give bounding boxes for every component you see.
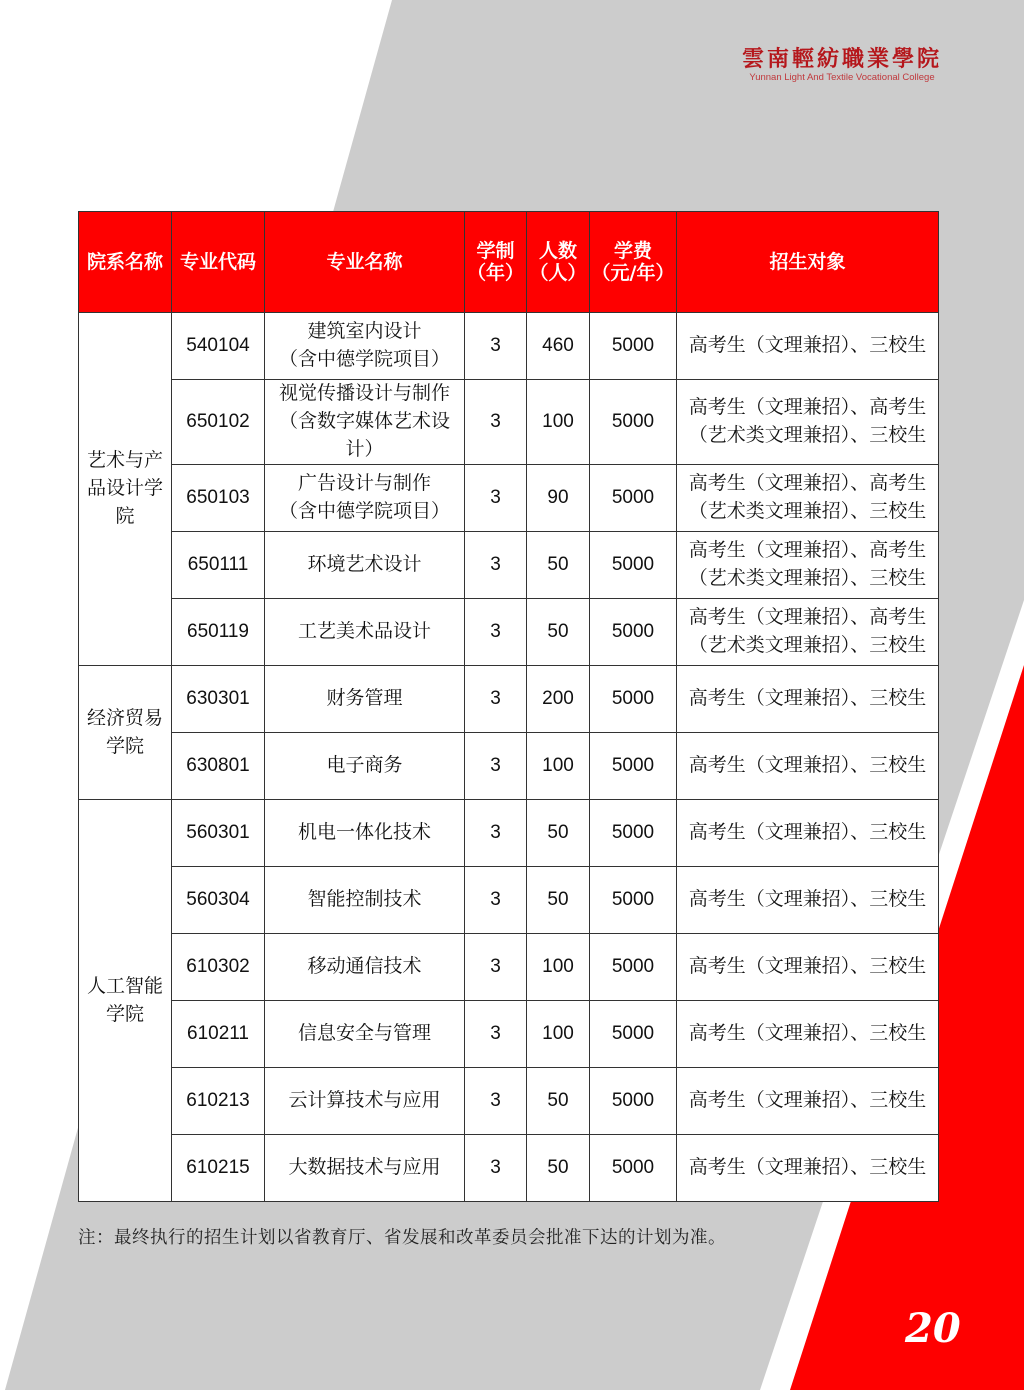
header-dept: 院系名称	[79, 212, 172, 313]
code-cell: 610215	[172, 1135, 265, 1202]
years-cell: 3	[465, 1068, 527, 1135]
major-cell: 大数据技术与应用	[265, 1135, 465, 1202]
fee-cell: 5000	[590, 313, 677, 380]
years-cell: 3	[465, 800, 527, 867]
dept-name-line: 品设计学	[86, 478, 163, 499]
fee-cell: 5000	[590, 867, 677, 934]
header-major: 专业名称	[265, 212, 465, 313]
major-cell	[265, 380, 465, 465]
target-line: 高考生（文理兼招）、三校生	[688, 335, 927, 356]
major-line: 广告设计与制作	[297, 473, 431, 494]
count-cell: 50	[527, 1135, 590, 1202]
major-line: 视觉传播设计与制作	[278, 383, 450, 404]
code-cell: 560304	[172, 867, 265, 934]
header-fee-line1: 学费	[613, 240, 652, 262]
college-logo	[742, 46, 942, 84]
dept-name-line: 院	[115, 506, 135, 527]
count-cell: 100	[527, 934, 590, 1001]
dept-name-line: 艺术与产	[86, 450, 163, 471]
header-code: 专业代码	[172, 212, 265, 313]
fee-cell: 5000	[590, 800, 677, 867]
target-cell: 高考生（文理兼招）、三校生	[677, 1135, 939, 1202]
target-line: 高考生（文理兼招）、高考生	[688, 607, 927, 628]
target-cell	[677, 599, 939, 666]
table-row	[79, 666, 939, 733]
dept-cell-art-design	[79, 313, 172, 666]
count-cell: 50	[527, 599, 590, 666]
fee-cell: 5000	[590, 934, 677, 1001]
fee-cell: 5000	[590, 532, 677, 599]
target-line: （艺术类文理兼招）、三校生	[688, 635, 927, 656]
table-row	[79, 800, 939, 867]
major-cell	[265, 465, 465, 532]
years-cell: 3	[465, 380, 527, 465]
count-cell: 200	[527, 666, 590, 733]
major-cell: 云计算技术与应用	[265, 1068, 465, 1135]
enrollment-plan-table	[78, 211, 939, 1202]
fee-cell: 5000	[590, 1135, 677, 1202]
code-cell: 650102	[172, 380, 265, 465]
table-row	[79, 934, 939, 1001]
count-cell: 50	[527, 867, 590, 934]
major-cell: 财务管理	[265, 666, 465, 733]
major-line: （含中德学院项目）	[278, 349, 450, 370]
header-fee-line2: （元/年）	[591, 262, 675, 284]
dept-name-line: 学院	[105, 735, 144, 757]
years-cell: 3	[465, 934, 527, 1001]
code-cell: 610302	[172, 934, 265, 1001]
target-line: 高考生（文理兼招）、高考生	[688, 397, 927, 418]
count-cell: 50	[527, 800, 590, 867]
page-number: 20	[905, 1305, 961, 1352]
code-cell: 650119	[172, 599, 265, 666]
header-count	[527, 212, 590, 313]
dept-cell-economics-trade	[79, 666, 172, 800]
target-line: （艺术类文理兼招）、三校生	[688, 568, 927, 589]
header-target: 招生对象	[677, 212, 939, 313]
major-cell: 信息安全与管理	[265, 1001, 465, 1068]
target-cell: 高考生（文理兼招）、三校生	[677, 800, 939, 867]
major-cell: 环境艺术设计	[265, 532, 465, 599]
code-cell: 630801	[172, 733, 265, 800]
years-cell: 3	[465, 532, 527, 599]
major-cell: 工艺美术品设计	[265, 599, 465, 666]
header-count-line1: 人数	[538, 240, 577, 262]
major-cell: 智能控制技术	[265, 867, 465, 934]
target-line: （艺术类文理兼招）、三校生	[688, 501, 927, 522]
years-cell: 3	[465, 1135, 527, 1202]
table-row	[79, 867, 939, 934]
target-line: （艺术类文理兼招）、三校生	[688, 425, 927, 446]
fee-cell: 5000	[590, 1001, 677, 1068]
count-cell: 100	[527, 380, 590, 465]
code-cell: 650111	[172, 532, 265, 599]
major-cell: 移动通信技术	[265, 934, 465, 1001]
table-row	[79, 532, 939, 599]
header-fee	[590, 212, 677, 313]
logo-english-name: Yunnan Light And Textile Vocational College	[749, 72, 935, 83]
target-cell	[677, 313, 939, 380]
count-cell: 100	[527, 733, 590, 800]
fee-cell: 5000	[590, 733, 677, 800]
years-cell: 3	[465, 867, 527, 934]
target-cell: 高考生（文理兼招）、三校生	[677, 1001, 939, 1068]
years-cell: 3	[465, 465, 527, 532]
target-cell: 高考生（文理兼招）、三校生	[677, 867, 939, 934]
table-row	[79, 1135, 939, 1202]
years-cell: 3	[465, 1001, 527, 1068]
fee-cell: 5000	[590, 380, 677, 465]
code-cell: 610211	[172, 1001, 265, 1068]
fee-cell: 5000	[590, 465, 677, 532]
header-years	[465, 212, 527, 313]
count-cell: 100	[527, 1001, 590, 1068]
header-years-line2: （年）	[466, 262, 524, 284]
major-line: （含中德学院项目）	[278, 501, 450, 522]
logo-chinese-name: 雲南輕紡職業學院	[742, 46, 943, 72]
major-cell: 电子商务	[265, 733, 465, 800]
code-cell: 650103	[172, 465, 265, 532]
header-years-line1: 学制	[476, 240, 515, 262]
major-line: （含数字媒体艺术设计）	[278, 411, 450, 460]
years-cell: 3	[465, 599, 527, 666]
target-line: 高考生（文理兼招）、高考生	[688, 473, 927, 494]
table-row	[79, 733, 939, 800]
target-cell: 高考生（文理兼招）、三校生	[677, 733, 939, 800]
major-line: 建筑室内设计	[307, 321, 422, 342]
target-cell	[677, 465, 939, 532]
table-row	[79, 380, 939, 465]
target-cell: 高考生（文理兼招）、三校生	[677, 666, 939, 733]
target-cell: 高考生（文理兼招）、三校生	[677, 934, 939, 1001]
count-cell: 50	[527, 532, 590, 599]
years-cell: 3	[465, 313, 527, 380]
table-row	[79, 313, 939, 380]
code-cell: 610213	[172, 1068, 265, 1135]
table-row	[79, 1001, 939, 1068]
target-cell	[677, 532, 939, 599]
dept-name-line: 经济贸易	[86, 707, 163, 729]
table-row	[79, 1068, 939, 1135]
fee-cell: 5000	[590, 599, 677, 666]
major-cell: 机电一体化技术	[265, 800, 465, 867]
count-cell: 50	[527, 1068, 590, 1135]
target-cell	[677, 380, 939, 465]
count-cell: 460	[527, 313, 590, 380]
target-cell: 高考生（文理兼招）、三校生	[677, 1068, 939, 1135]
table-row	[79, 465, 939, 532]
code-cell: 560301	[172, 800, 265, 867]
dept-name-line: 学院	[105, 1003, 144, 1025]
target-line: 高考生（文理兼招）、高考生	[688, 540, 927, 561]
table-row	[79, 599, 939, 666]
years-cell: 3	[465, 666, 527, 733]
major-cell	[265, 313, 465, 380]
code-cell: 540104	[172, 313, 265, 380]
dept-cell-artificial-intelligence	[79, 800, 172, 1202]
dept-name-line: 人工智能	[86, 975, 163, 997]
fee-cell: 5000	[590, 1068, 677, 1135]
fee-cell: 5000	[590, 666, 677, 733]
footnote: 注：最终执行的招生计划以省教育厅、省发展和改革委员会批准下达的计划为准。	[78, 1228, 726, 1248]
code-cell: 630301	[172, 666, 265, 733]
header-count-line2: （人）	[529, 262, 587, 284]
years-cell: 3	[465, 733, 527, 800]
count-cell: 90	[527, 465, 590, 532]
table-header-row	[79, 212, 939, 313]
